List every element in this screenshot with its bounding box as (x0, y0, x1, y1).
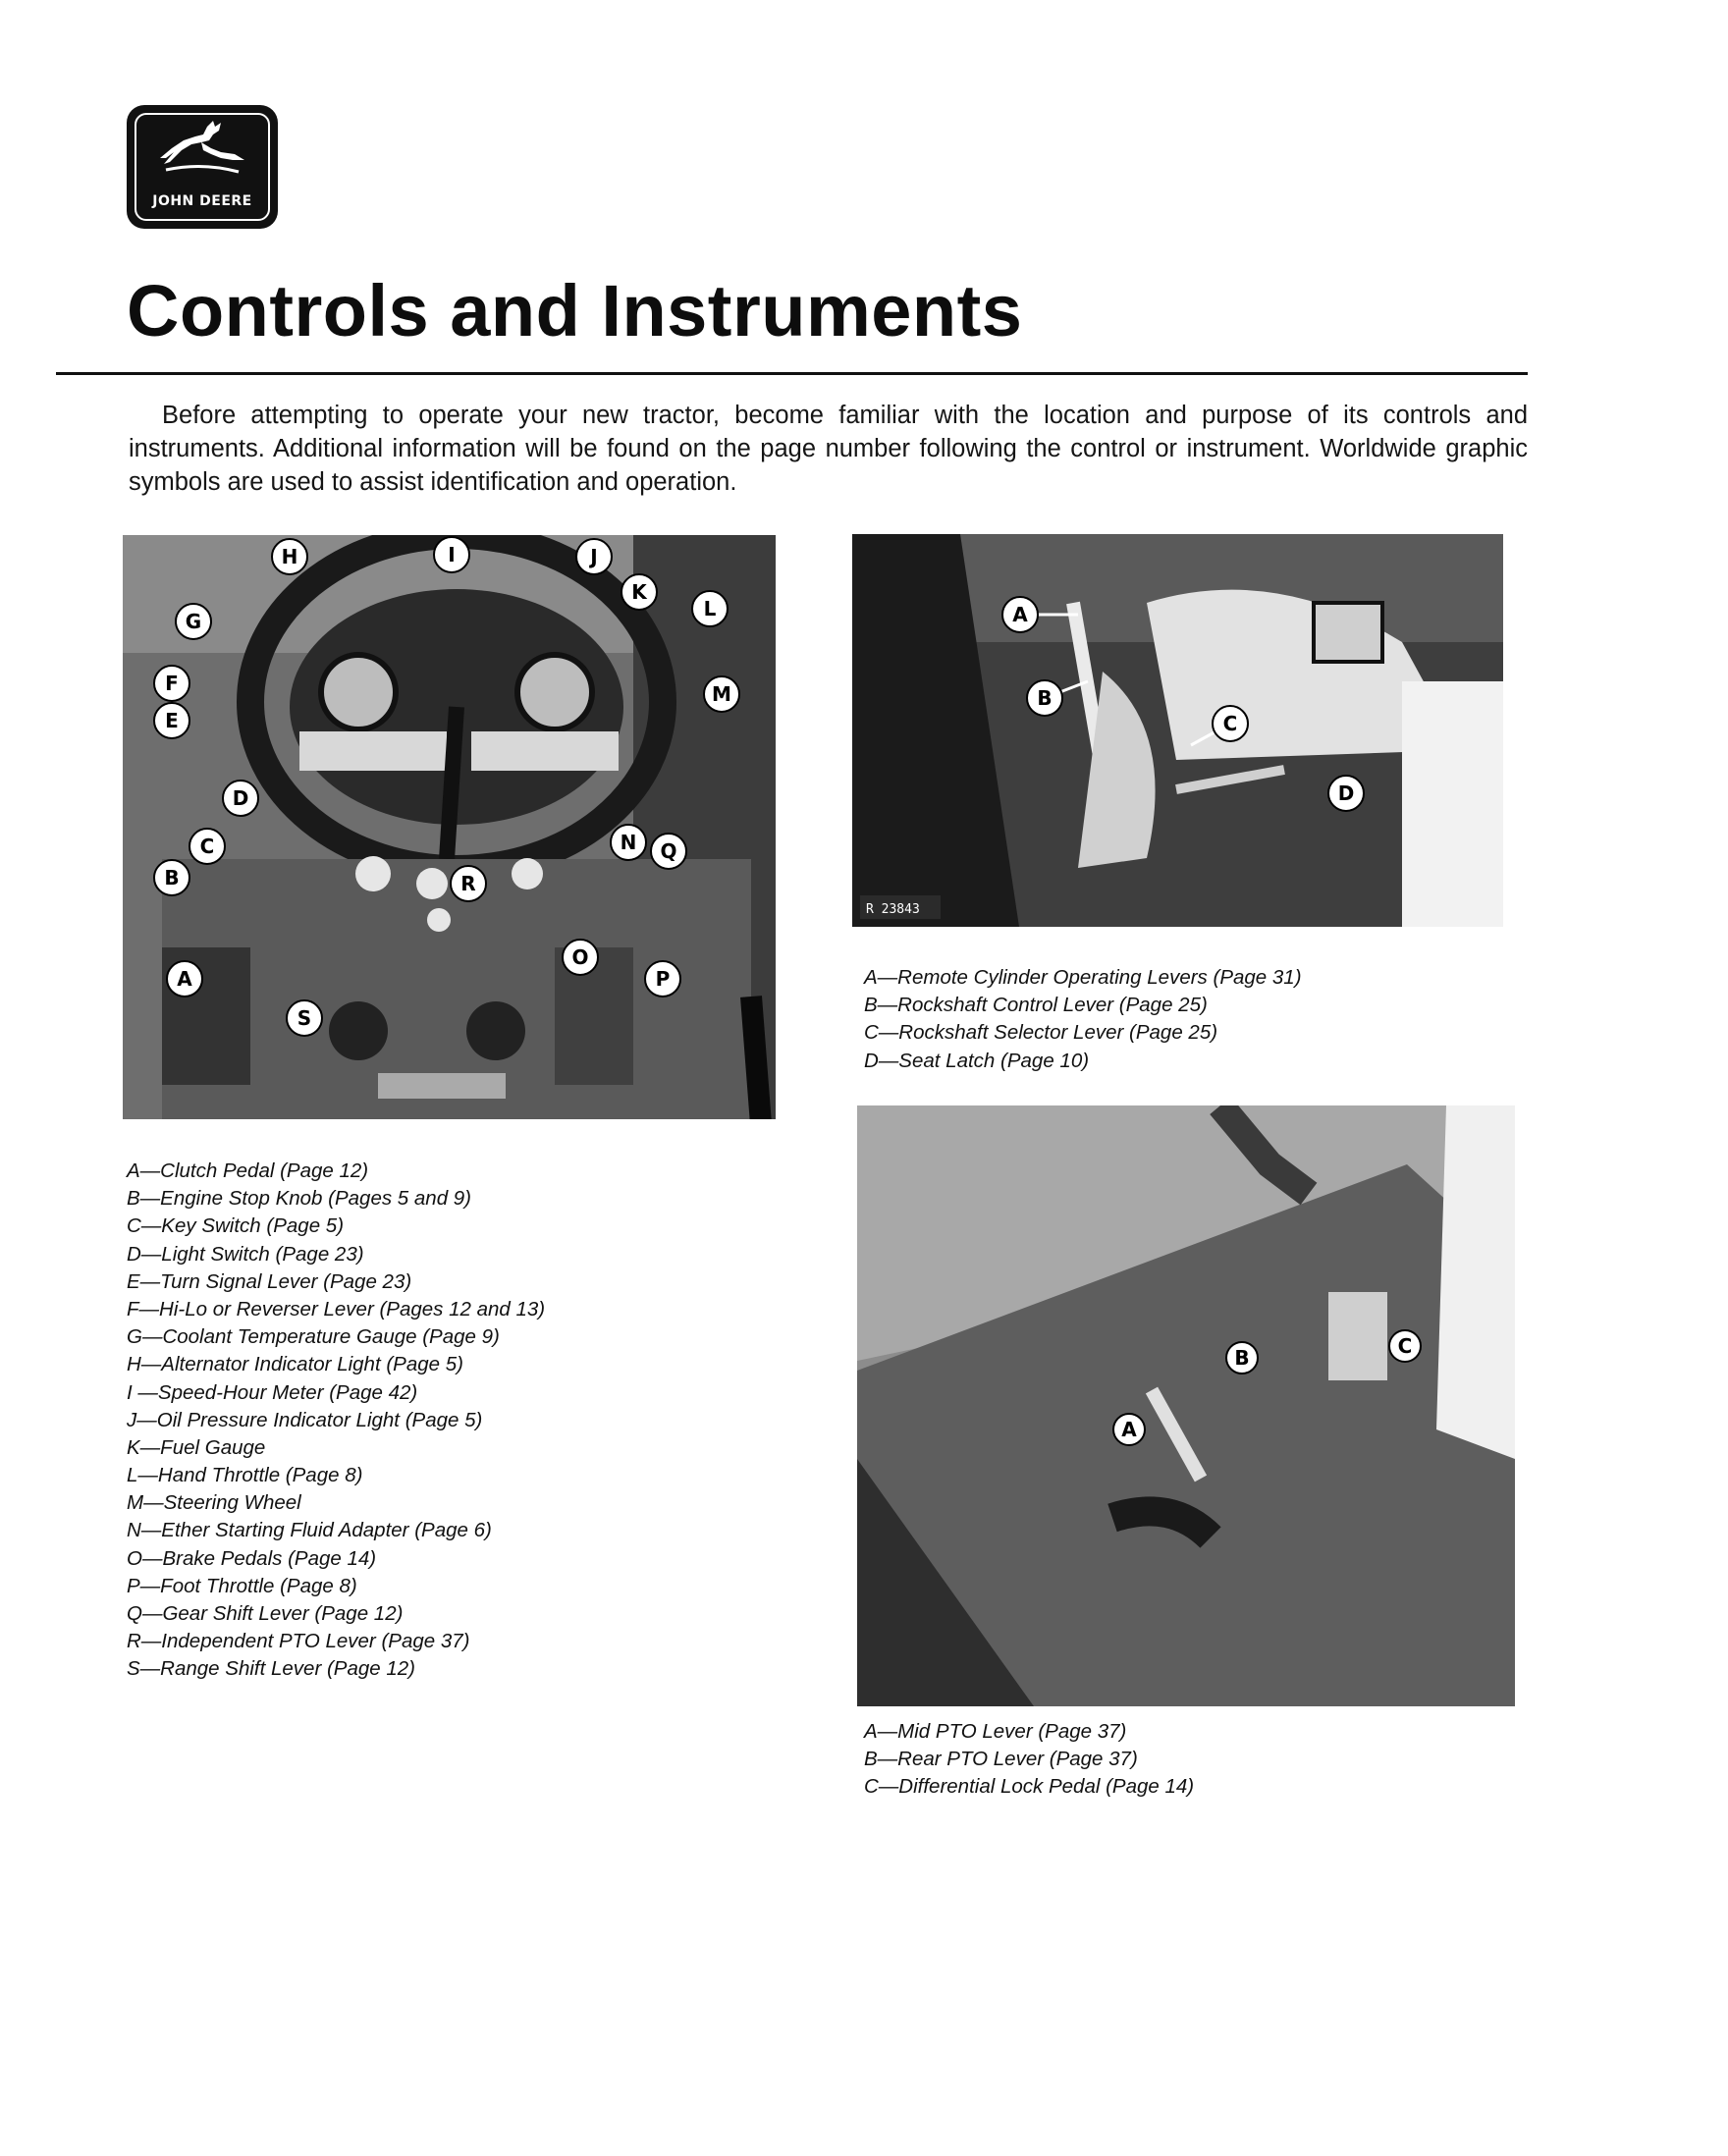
rockshaft-figure-id: R 23843 (866, 902, 920, 917)
legend-item: B—Rear PTO Lever (Page 37) (864, 1748, 1138, 1771)
legend-item: O—Brake Pedals (Page 14) (127, 1546, 377, 1570)
callout-b-marker (154, 860, 189, 895)
legend-item: M—Steering Wheel (127, 1491, 301, 1515)
callout-a-label: A (177, 967, 192, 991)
callout-g-label: G (185, 610, 202, 633)
callout-s-label: S (297, 1006, 312, 1030)
page-title: Controls and Instruments (127, 270, 1023, 351)
rockshaft-legend (864, 964, 1302, 1075)
legend-item: F—Hi-Lo or Reverser Lever (Pages 12 and 13) (127, 1297, 546, 1321)
pto-photo (857, 1105, 1515, 1706)
legend-item: C—Rockshaft Selector Lever (Page 25) (864, 1021, 1218, 1045)
callout-h-label: H (281, 545, 298, 568)
callout-k-label: K (631, 580, 647, 604)
callout-a-label: A (1012, 603, 1028, 626)
callout-a-label: A (1121, 1418, 1137, 1441)
callout-j-label: J (590, 545, 598, 568)
legend-item: L—Hand Throttle (Page 8) (127, 1464, 363, 1487)
callout-j-marker (576, 539, 612, 574)
legend-item: A—Mid PTO Lever (Page 37) (864, 1720, 1127, 1743)
callout-l-label: L (703, 597, 717, 620)
legend-item: J—Oil Pressure Indicator Light (Page 5) (127, 1408, 483, 1431)
callout-q-label: Q (660, 839, 677, 863)
callout-d-label: D (1337, 782, 1355, 805)
callout-k-marker (621, 574, 657, 610)
dashboard-photo (123, 535, 776, 1119)
legend-item: A—Clutch Pedal (Page 12) (127, 1159, 369, 1182)
callout-c-label: C (199, 835, 215, 858)
legend-item: K—Fuel Gauge (127, 1435, 266, 1459)
callout-s-marker (287, 1000, 322, 1036)
callout-n-label: N (620, 831, 637, 854)
legend-item: P—Foot Throttle (Page 8) (127, 1574, 357, 1597)
callout-f-marker (154, 666, 189, 701)
legend-item: Q—Gear Shift Lever (Page 12) (127, 1602, 404, 1625)
callout-i-marker (434, 537, 469, 572)
legend-item: S—Range Shift Lever (Page 12) (127, 1657, 415, 1681)
callout-e-marker (154, 703, 189, 738)
callout-b-marker (1226, 1342, 1258, 1374)
callout-m-marker (704, 676, 739, 712)
callout-a-marker (1113, 1414, 1145, 1445)
callout-b-label: B (164, 866, 180, 889)
callout-n-marker (611, 825, 646, 860)
callout-o-marker (563, 940, 598, 975)
legend-item: B—Rockshaft Control Lever (Page 25) (864, 994, 1208, 1017)
legend-item: C—Differential Lock Pedal (Page 14) (864, 1775, 1195, 1799)
callout-e-label: E (165, 709, 179, 732)
legend-item: A—Remote Cylinder Operating Levers (Page 31) (864, 966, 1302, 989)
callout-g-marker (176, 604, 211, 639)
callout-r-label: R (460, 872, 476, 895)
callout-r-marker (451, 866, 486, 901)
callout-c-label: C (1222, 712, 1238, 735)
callout-d-marker (1328, 776, 1364, 811)
legend-item: D—Seat Latch (Page 10) (864, 1049, 1090, 1072)
dashboard-legend (127, 1158, 545, 1684)
callout-p-marker (645, 961, 680, 997)
rockshaft-photo (852, 534, 1503, 927)
callout-q-marker (651, 834, 686, 869)
pto-legend (864, 1718, 1194, 1802)
callout-c-label: C (1397, 1334, 1413, 1358)
callout-d-marker (223, 781, 258, 816)
callout-m-label: M (712, 682, 731, 706)
logo-text: JOHN DEERE (152, 193, 252, 209)
legend-item: C—Key Switch (Page 5) (127, 1214, 345, 1238)
callout-p-label: P (655, 967, 671, 991)
callout-b-label: B (1234, 1346, 1250, 1370)
callout-c-marker (1389, 1330, 1421, 1362)
legend-item: G—Coolant Temperature Gauge (Page 9) (127, 1325, 500, 1349)
callout-i-label: I (448, 543, 456, 566)
callout-h-marker (272, 539, 307, 574)
john-deere-logo (127, 105, 278, 229)
callout-b-label: B (1037, 686, 1053, 710)
callout-f-label: F (165, 672, 179, 695)
legend-item: H—Alternator Indicator Light (Page 5) (127, 1353, 463, 1376)
legend-item: E—Turn Signal Lever (Page 23) (127, 1269, 412, 1293)
callout-o-label: O (571, 945, 589, 969)
callout-c-marker (189, 829, 225, 864)
callout-a-marker (167, 961, 202, 997)
leaping-deer-icon (156, 119, 248, 184)
legend-item: D—Light Switch (Page 23) (127, 1242, 364, 1266)
legend-item: B—Engine Stop Knob (Pages 5 and 9) (127, 1187, 472, 1211)
legend-item: R—Independent PTO Lever (Page 37) (127, 1630, 470, 1653)
legend-item: I —Speed-Hour Meter (Page 42) (127, 1380, 418, 1404)
title-divider (56, 372, 1528, 375)
callout-l-marker (692, 591, 728, 626)
intro-paragraph: Before attempting to operate your new tractor, become familiar with the location and purpose of its controls and instruments. Additional information will be found on the page number following the control or instrument. Worldwide graphic symbols are used to assist identification and operation. (129, 402, 1528, 496)
callout-d-label: D (232, 786, 249, 810)
legend-item: N—Ether Starting Fluid Adapter (Page 6) (127, 1519, 492, 1542)
